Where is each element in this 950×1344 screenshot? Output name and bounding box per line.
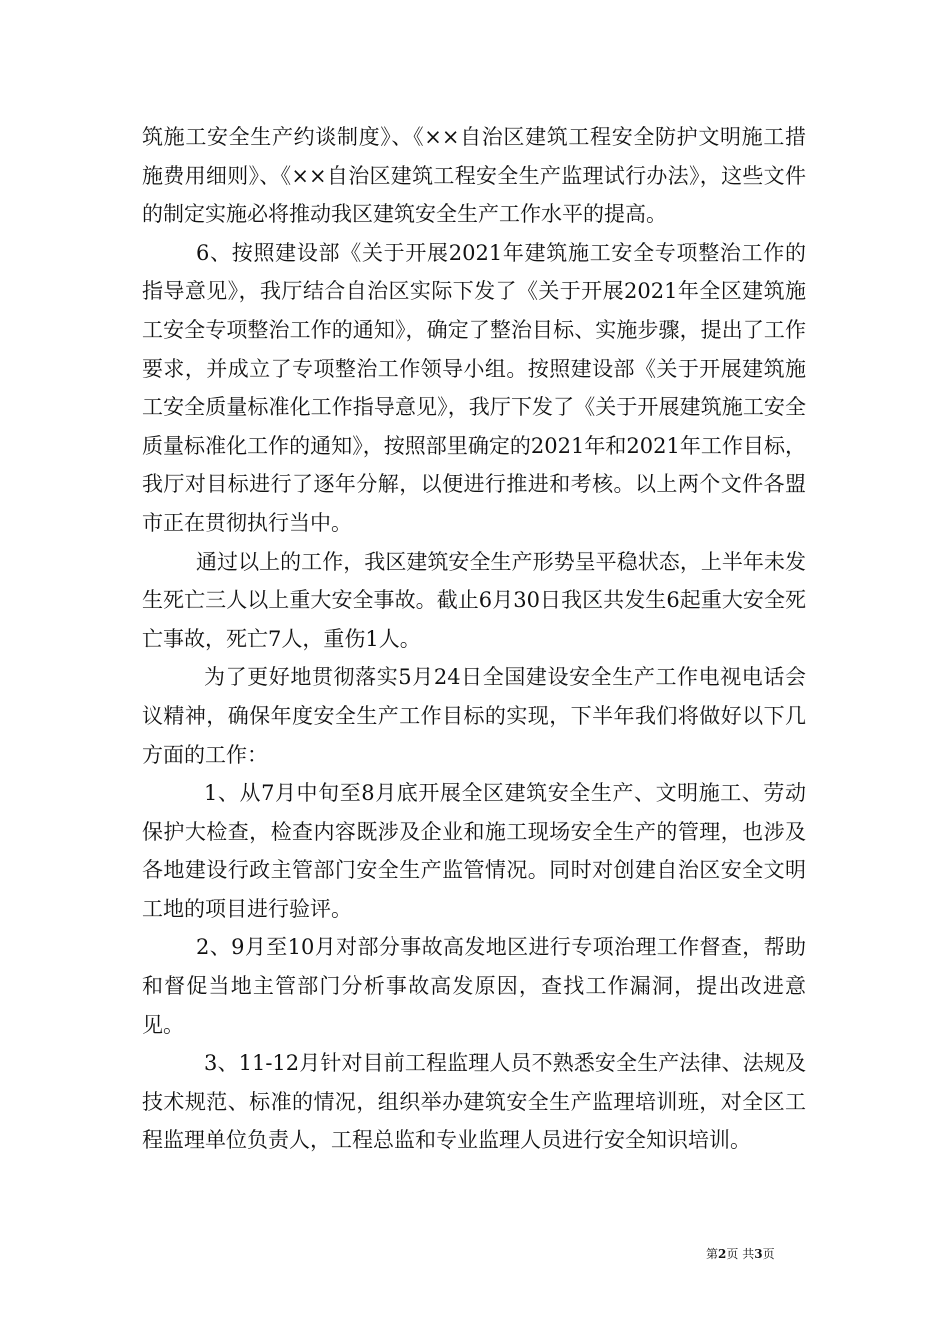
footer-suffix: 页 (762, 1247, 775, 1261)
footer-prefix: 第 (706, 1247, 719, 1261)
footer-middle: 页 共 (726, 1247, 755, 1261)
paragraph-plan-item-2: 2、9月至10月对部分事故高发地区进行专项治理工作督查，帮助和督促当地主管部门分析事故高发原因，查找工作漏洞，提出改进意见。 (142, 935, 806, 1037)
paragraph-item-6-special-rectification: 6、按照建设部《关于开展2021年建筑施工安全专项整治工作的指导意见》，我厅结合自治区实际下发了《关于开展2021年全区建筑施工安全专项整治工作的通知》，确定了整治目标、实施步骤，提出了工作要求，并成立了专项整治工作领导小组。按照建设部《关于开展建筑施工安全质量标准化工作指导意见》，我厅下发了《关于开展建筑施工安全质量标准化工作的通知》，按照部里确定的2021年和2021年工作目标，我厅对目标进行了逐年分解，以便进行推进和考核。以上两个文件各盟市正在贯彻执行当中。 (142, 240, 806, 535)
footer-current-page: 2 (718, 1247, 727, 1261)
footer-total-pages: 3 (754, 1247, 763, 1261)
paragraph-plan-item-3: 3、11-12月针对目前工程监理人员不熟悉安全生产法律、法规及技术规范、标准的情况，组织举办建筑安全生产监理培训班，对全区工程监理单位负责人，工程总监和专业监理人员进行安全知识培训。 (142, 1051, 806, 1153)
paragraph-plan-item-1: 1、从7月中旬至8月底开展全区建筑安全生产、文明施工、劳动保护大检查，检查内容既涉及企业和施工现场安全生产的管理，也涉及各地建设行政主管部门安全生产监管情况。同时对创建自治区安全文明工地的项目进行验评。 (142, 781, 806, 921)
paragraph-regulations-continued: 筑施工安全生产约谈制度》、《××自治区建筑工程安全防护文明施工措施费用细则》、《××自治区建筑工程安全生产监理试行办法》，这些文件的制定实施必将推动我区建筑安全生产工作水平的提高。 (142, 125, 806, 227)
page-footer (706, 1246, 775, 1262)
document-body (142, 118, 806, 1160)
paragraph-safety-situation-summary: 通过以上的工作，我区建筑安全生产形势呈平稳状态，上半年未发生死亡三人以上重大安全事故。截止6月30日我区共发生6起重大安全死亡事故，死亡7人，重伤1人。 (142, 549, 806, 651)
paragraph-second-half-plan-intro: 为了更好地贯彻落实5月24日全国建设安全生产工作电视电话会议精神，确保年度安全生产工作目标的实现，下半年我们将做好以下几方面的工作： (142, 665, 806, 767)
